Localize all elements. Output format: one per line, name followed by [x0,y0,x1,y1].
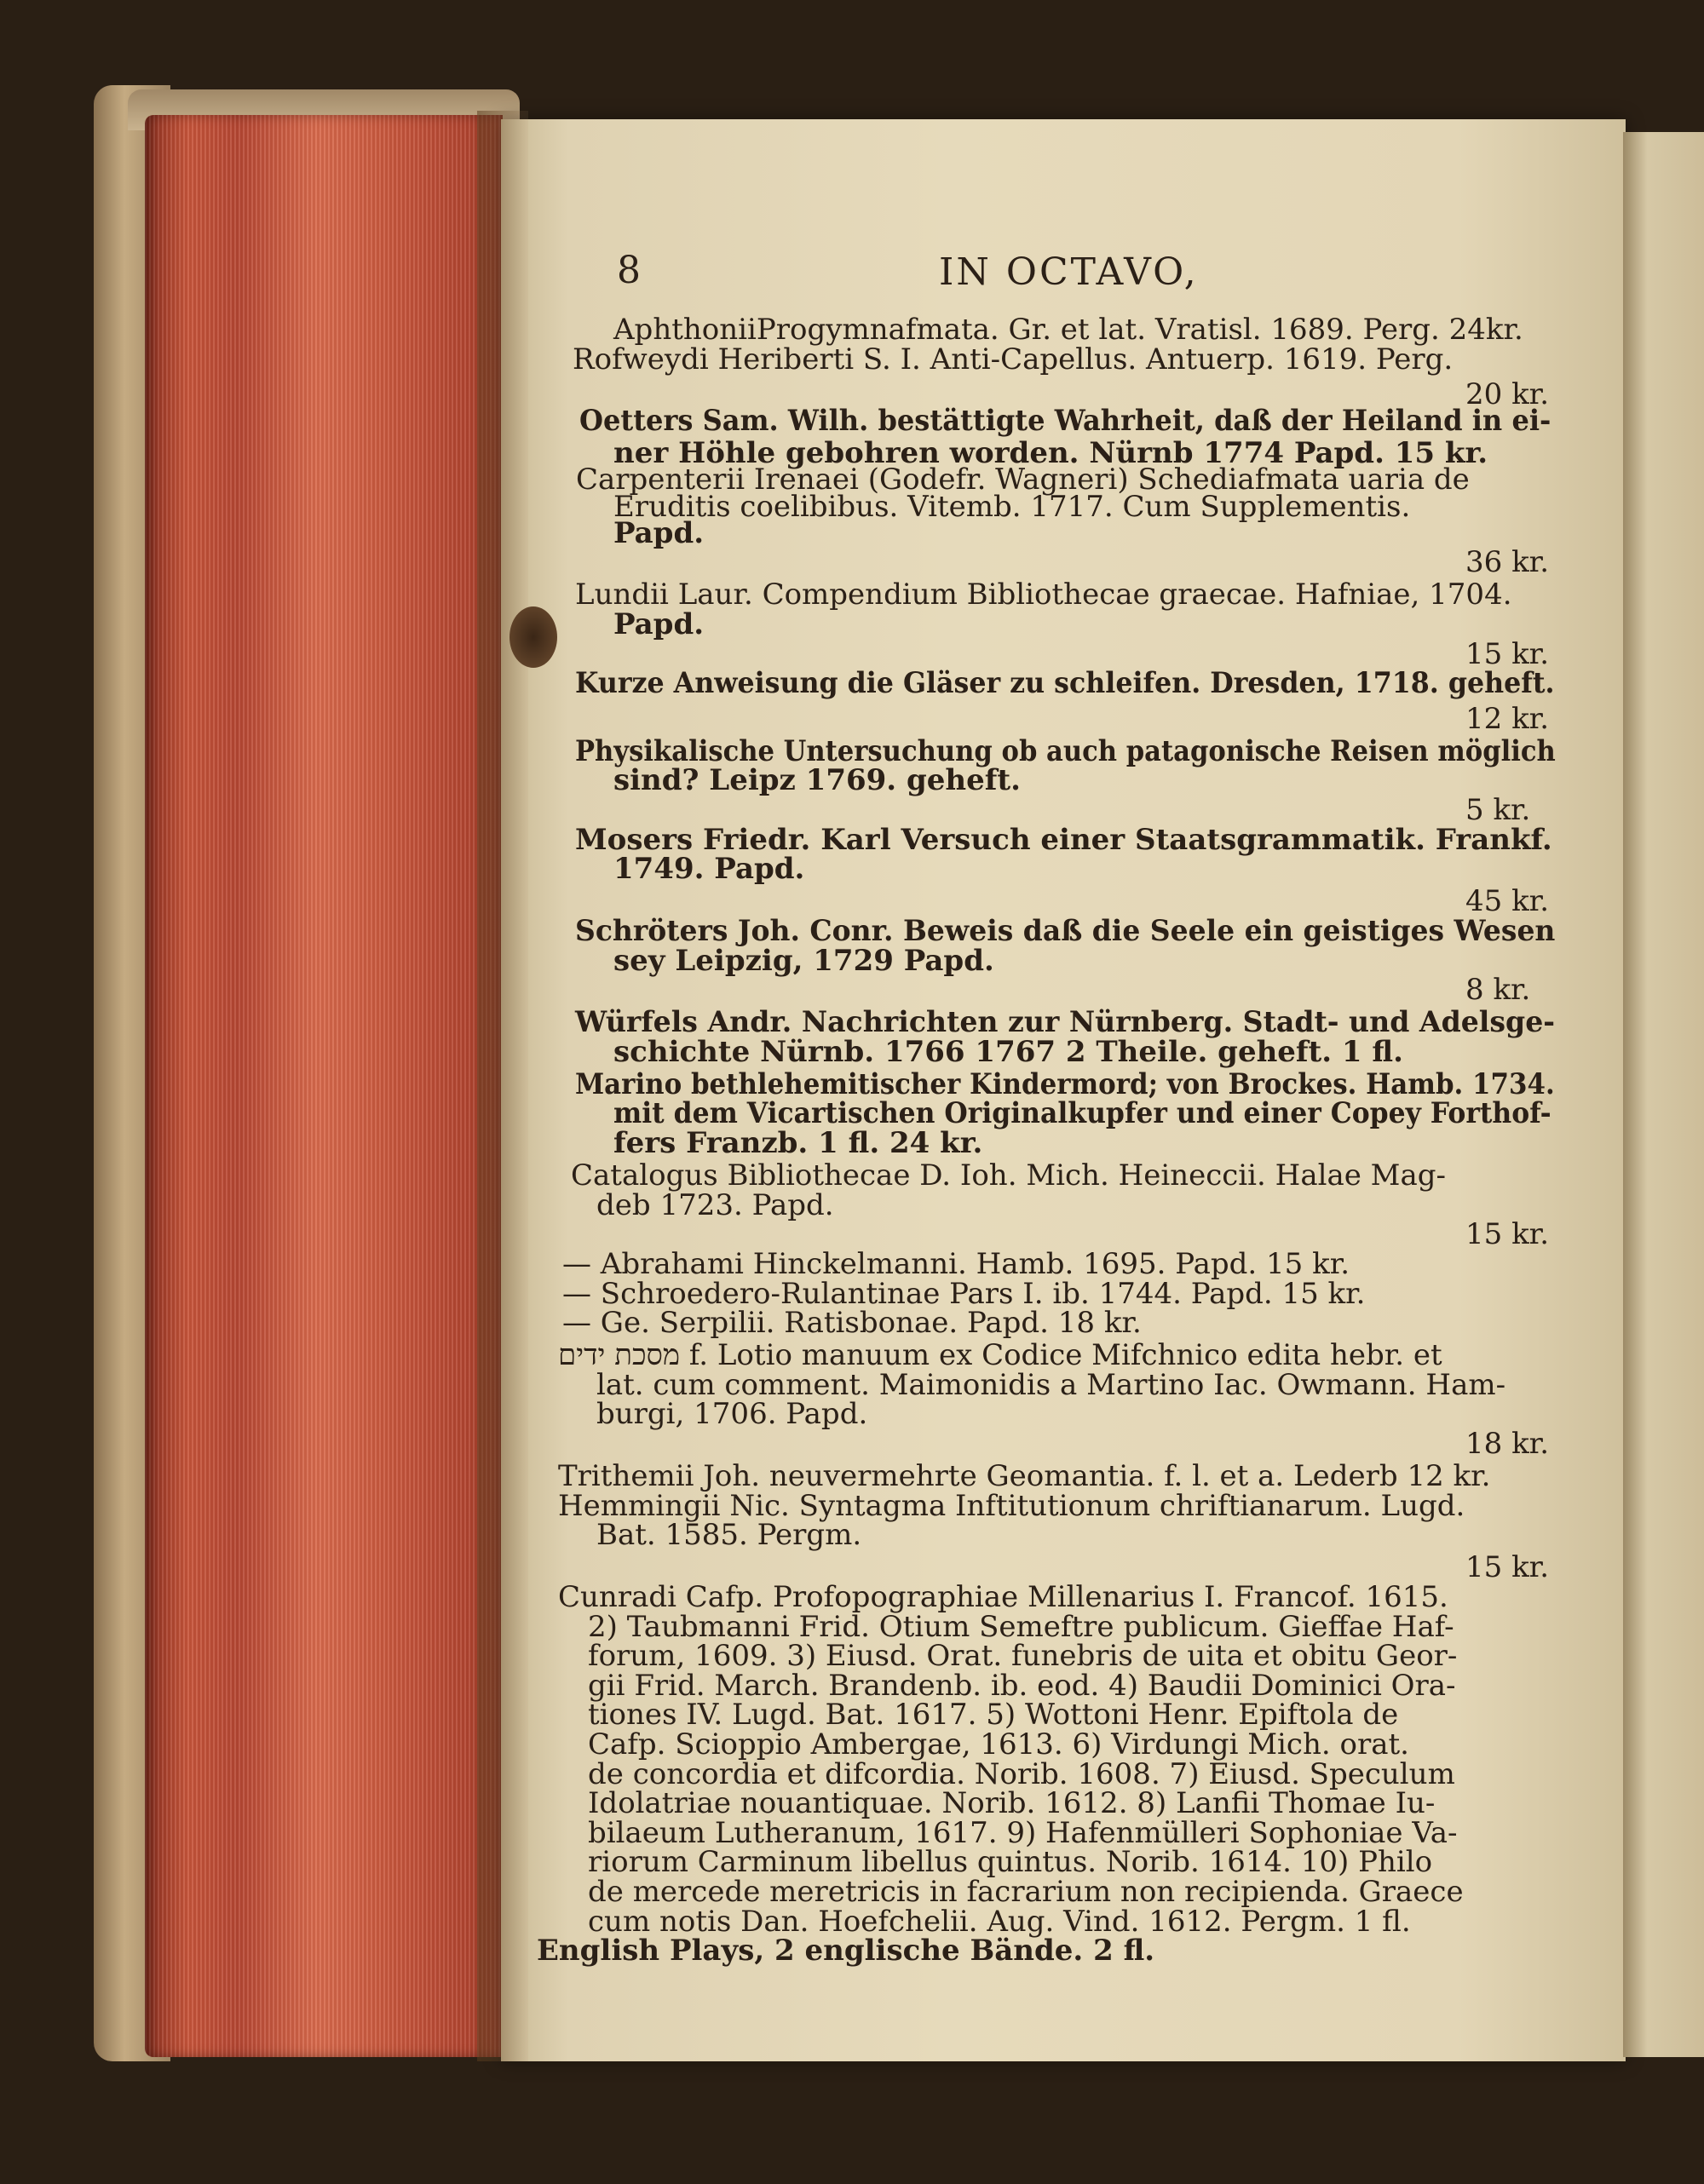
catalog-line: fers Franzb. 1 fl. 24 kr. [613,1126,983,1161]
catalog-line: schichte Nürnb. 1766 1767 2 Theile. geheft. 1 fl. [613,1034,1403,1069]
catalog-line: Cafp. Scioppio Ambergae, 1613. 6) Virdungi Mich. orat. [588,1727,1409,1762]
catalog-line: Idolatriae nouantiquae. Norib. 1612. 8) Lanfii Thomae Iu- [588,1786,1436,1821]
catalog-line: Rofweydi Heriberti S. I. Anti-Capellus. Antuerp. 1619. Perg. [573,342,1454,376]
catalog-line: Oetters Sam. Wilh. bestättigte Wahrheit, daß der Heiland in ei- [579,404,1551,439]
page-number: 8 [617,249,641,292]
catalog-line: — Schroedero-Rulantinae Pars I. ib. 1744. Papd. 15 kr. [562,1276,1366,1311]
catalog-line: מסכת ידים f. Lotio manuum ex Codice Mifchnico edita hebr. et [558,1338,1442,1373]
catalog-line: forum, 1609. 3) Eiusd. Orat. funebris de uita et obitu Geor- [588,1639,1458,1674]
catalog-line: mit dem Vicartischen Originalkupfer und einer Copey Forthof- [613,1096,1551,1131]
catalog-line: Lundii Laur. Compendium Bibliothecae graecae. Hafniae, 1704. [575,578,1512,612]
catalog-line: 2) Taubmanni Frid. Otium Semeftre publicum. Gieffae Haf- [588,1609,1454,1644]
catalog-line: Papd. [613,515,705,550]
catalog-line: de concordia et difcordia. Norib. 1608. 7) Eiusd. Speculum [588,1756,1455,1791]
catalog-line: Physikalische Untersuchung ob auch patagonische Reisen möglich [575,733,1556,768]
catalog-line: 45 kr. [1465,884,1549,919]
catalog-line: tiones IV. Lugd. Bat. 1617. 5) Wottoni Henr. Epiftola de [588,1698,1399,1733]
catalog-line: de mercede meretricis in facrarium non recipienda. Graece [588,1874,1464,1909]
ink-stain [509,606,557,668]
catalog-line: lat. cum comment. Maimonidis a Martino Iac. Owmann. Ham- [596,1367,1506,1402]
catalog-line: ner Höhle gebohren worden. Nürnb 1774 Papd. 15 kr. [613,436,1488,471]
facing-page-edge [1623,132,1704,2057]
catalog-line: 8 kr. [1465,973,1531,1008]
catalog-line: Mosers Friedr. Karl Versuch einer Staatsgrammatik. Frankf. [575,822,1552,857]
catalog-line: 12 kr. [1465,701,1549,736]
page-gutter [477,111,528,2061]
catalog-line: 15 kr. [1465,1550,1549,1585]
catalog-line: Bat. 1585. Pergm. [596,1518,862,1553]
catalog-line: burgi, 1706. Papd. [596,1397,868,1432]
catalog-line: bilaeum Lutheranum, 1617. 9) Hafenmülleri Sophoniae Va- [588,1815,1458,1850]
catalog-line: Trithemii Joh. neuvermehrte Geomantia. f. l. et a. Lederb 12 kr. [558,1459,1491,1494]
catalog-line: cum notis Dan. Hoefchelii. Aug. Vind. 1612. Pergm. 1 fl. [588,1904,1411,1939]
catalog-line: Catalogus Bibliothecae D. Ioh. Mich. Heineccii. Halae Mag- [571,1158,1447,1193]
catalog-line: Marino bethlehemitischer Kindermord; von Brockes. Hamb. 1734. [575,1066,1555,1101]
catalog-line: Carpenterii Irenaei (Godefr. Wagneri) Schediafmata uaria de [576,463,1470,497]
running-head: IN OCTAVO, [939,250,1199,294]
catalog-line: Kurze Anweisung die Gläser zu schleifen. Dresden, 1718. geheft. [575,666,1555,701]
catalog-line: 1749. Papd. [613,852,805,887]
catalog-line: 15 kr. [1465,1217,1549,1252]
catalog-line: 20 kr. [1465,377,1549,412]
catalog-line: Eruditis coelibibus. Vitemb. 1717. Cum Supplementis. [613,489,1411,524]
catalog-line: Schröters Joh. Conr. Beweis daß die Seele ein geistiges Wesen [575,913,1556,948]
catalog-line: sey Leipzig, 1729 Papd. [613,943,994,978]
catalog-line: 36 kr. [1465,545,1549,580]
catalog-line: Cunradi Cafp. Profopographiae Millenarius I. Francof. 1615. [558,1579,1448,1614]
catalog-line: English Plays, 2 englische Bände. 2 fl. [537,1934,1155,1968]
catalog-line: Papd. [613,607,705,642]
catalog-line: Würfels Andr. Nachrichten zur Nürnberg. Stadt- und Adelsge- [575,1005,1556,1040]
catalog-line: — Ge. Serpilii. Ratisbonae. Papd. 18 kr. [562,1306,1142,1341]
catalog-line: Hemmingii Nic. Syntagma Inftitutionum chriftianarum. Lugd. [558,1488,1465,1523]
catalog-line: 5 kr. [1465,793,1531,828]
catalog-line: — Abrahami Hinckelmanni. Hamb. 1695. Papd. 15 kr. [562,1246,1350,1281]
catalog-line: riorum Carminum libellus quintus. Norib. 1614. 10) Philo [588,1845,1433,1880]
catalog-line: 15 kr. [1465,636,1549,671]
catalog-line: sind? Leipz 1769. geheft. [613,763,1021,798]
catalog-line: 18 kr. [1465,1427,1549,1461]
catalog-line: gii Frid. March. Brandenb. ib. eod. 4) Baudii Dominici Ora- [588,1668,1456,1703]
catalog-line: AphthoniiProgymnafmata. Gr. et lat. Vratisl. 1689. Perg. 24kr. [613,313,1523,347]
red-page-edges [145,115,503,2057]
catalog-line: deb 1723. Papd. [596,1187,834,1222]
